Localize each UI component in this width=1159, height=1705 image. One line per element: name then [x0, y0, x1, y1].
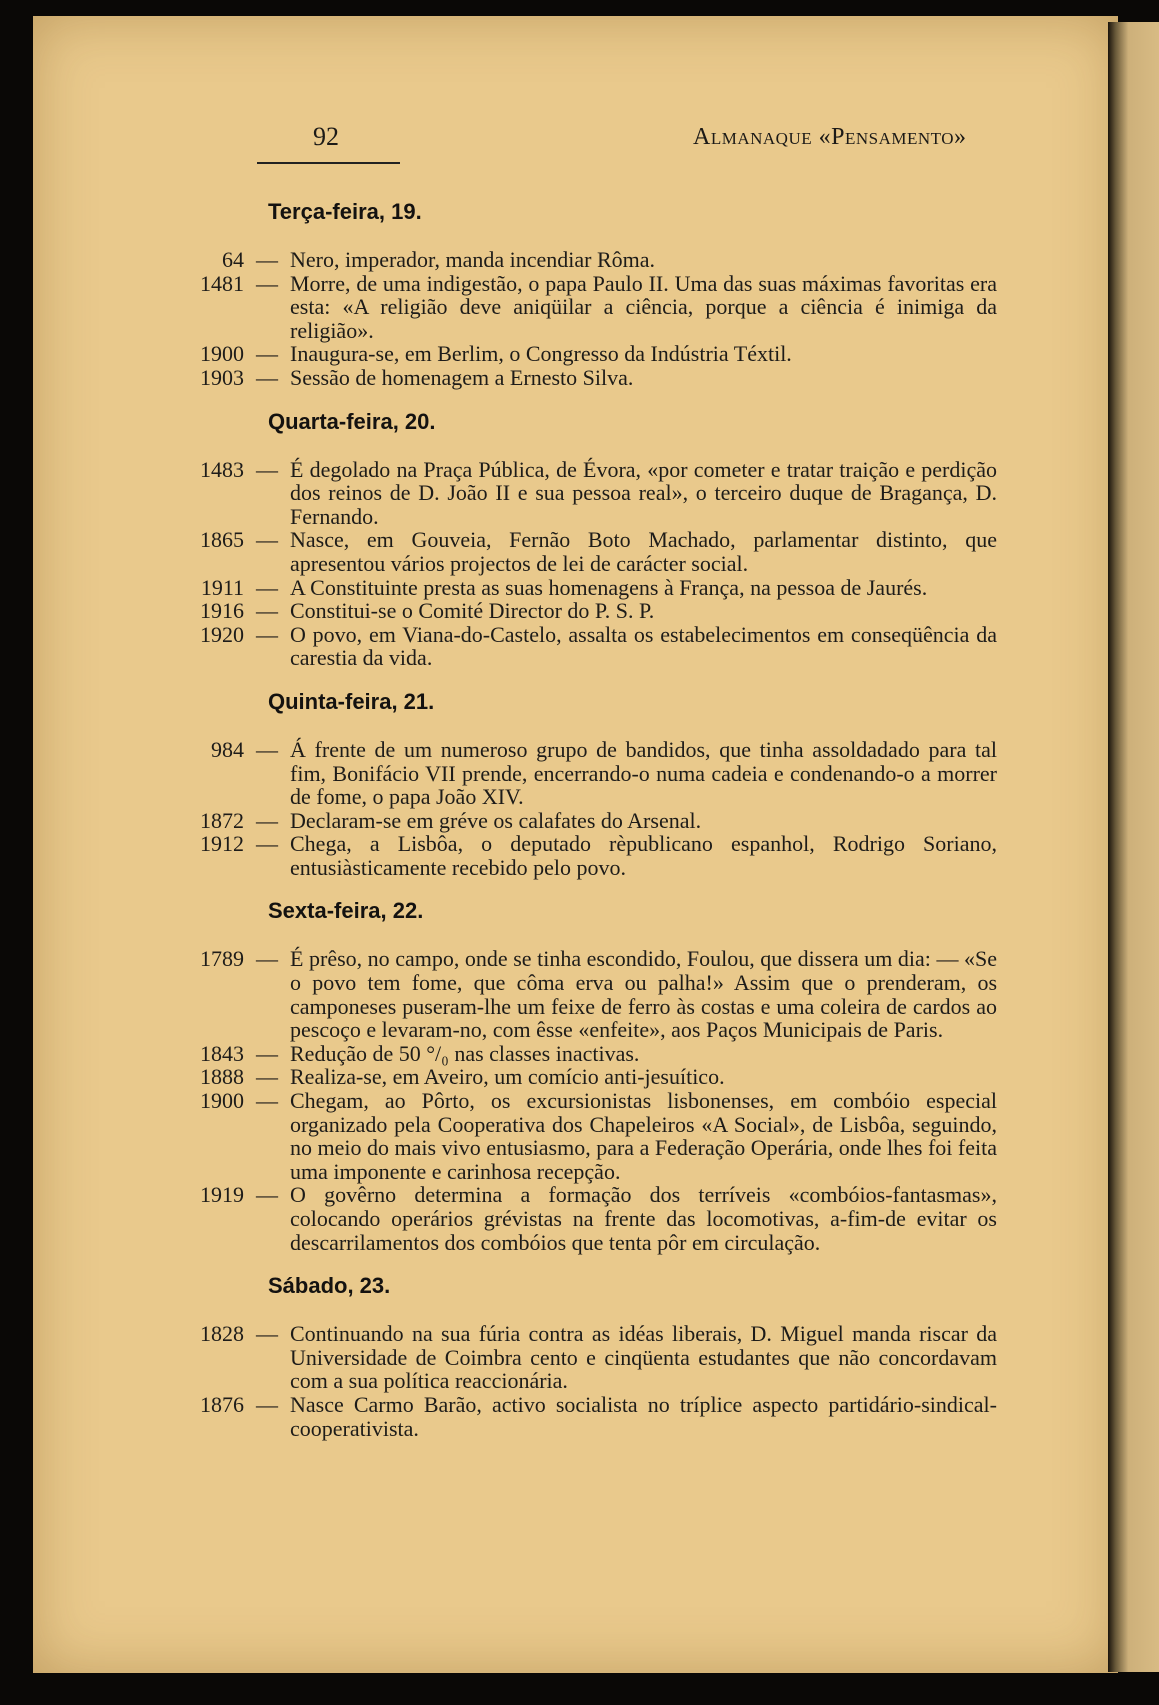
entry — [197, 342, 997, 366]
entry-year: 1876 — [200, 1391, 244, 1417]
em-dash: — — [256, 1064, 278, 1090]
entry-year: 1900 — [200, 1088, 244, 1114]
em-dash: — — [256, 247, 278, 272]
header-rule — [257, 162, 400, 164]
day-section — [197, 899, 997, 1254]
entry — [197, 809, 997, 833]
em-dash: — — [256, 736, 278, 762]
entry-text: Nero, imperador, manda incendiar Rôma. — [290, 247, 656, 272]
em-dash: — — [256, 831, 278, 857]
entry — [197, 576, 997, 600]
entry-text: Realiza-se, em Aveiro, um comício anti-jesuítico. — [290, 1064, 725, 1090]
day-heading: Sexta-feira, 22. — [268, 898, 424, 924]
entry — [197, 738, 997, 809]
entry-text: Chegam, ao Pôrto, os excursionistas lisbonenses, em combóio especial organizado pela Cooperativa dos Chapeleiros «A Social», de Lisbôa, seguindo, no meio do mais vivo entusiasmo, para a Federação Operária, onde lhes foi feita uma imponente e carinhosa recepção. — [290, 1088, 997, 1184]
em-dash: — — [256, 270, 278, 296]
em-dash: — — [256, 1321, 278, 1347]
entry-text: Morre, de uma indigestão, o papa Paulo II. Uma das suas máximas favoritas era esta: «A religião deve aniqüilar a ciência, porque a ciência é inimiga da religião». — [290, 270, 997, 343]
entry-text: Redução de 50 °/₀ nas classes inactivas. — [290, 1040, 640, 1066]
em-dash: — — [256, 1391, 278, 1417]
entry-text: Declaram-se em gréve os calafates do Arsenal. — [290, 807, 702, 833]
book-spine — [1108, 22, 1159, 1672]
entry — [197, 272, 997, 343]
entry — [197, 1089, 997, 1183]
entry — [197, 1065, 997, 1089]
entry — [197, 458, 997, 529]
entry — [197, 1183, 997, 1254]
day-section — [197, 200, 997, 390]
entry-year: 1919 — [200, 1182, 244, 1208]
entry-year: 1483 — [200, 456, 244, 482]
em-dash: — — [256, 621, 278, 647]
entry-text: Nasce, em Gouveia, Fernão Boto Machado, parlamentar distinto, que apresentou vários projectos de lei de carácter social. — [290, 527, 997, 576]
running-title: Almanaque «Pensamento» — [693, 124, 967, 150]
entry-text: Continuando na sua fúria contra as idéas liberais, D. Miguel manda riscar da Universidade de Coimbra cento e cinqüenta estudantes que não concordavam com a sua política reaccionária. — [290, 1321, 997, 1394]
entry-year: 1872 — [200, 807, 244, 833]
day-heading: Quinta-feira, 21. — [268, 688, 435, 714]
em-dash: — — [256, 527, 278, 553]
entry-year: 1900 — [200, 341, 244, 367]
day-section — [197, 690, 997, 880]
entry-text: Sessão de homenagem a Ernesto Silva. — [290, 364, 634, 390]
entry-year: 1916 — [200, 598, 244, 624]
entry-text: É degolado na Praça Pública, de Évora, «por cometer e tratar traição e perdição dos reinos de D. João II e sua pessoa real», o terceiro duque de Bragança, D. Fernando. — [290, 456, 997, 529]
em-dash: — — [256, 807, 278, 833]
entry-year: 1843 — [200, 1040, 244, 1066]
entry — [197, 599, 997, 623]
entry-text: É prêso, no campo, onde se tinha escondido, Foulou, que dissera um dia: — «Se o povo tem fome, que côma erva ou palha!» Assim que o prenderam, os camponeses puseram-lhe um feixe de ferro às costas e uma coleira de cardos ao pescoço e levaram-no, com êsse «enfeite», aos Paços Municipais de Paris. — [290, 946, 997, 1043]
almanac-content — [197, 200, 997, 1460]
entry-year: 1912 — [200, 831, 244, 857]
entry — [197, 528, 997, 575]
entry-year: 1865 — [200, 527, 244, 553]
entry — [197, 1322, 997, 1393]
entry — [197, 1393, 997, 1440]
day-heading: Quarta-feira, 20. — [268, 408, 436, 434]
entry-year: 1481 — [200, 270, 244, 296]
entry-text: Constitui-se o Comité Director do P. S. P. — [290, 598, 655, 624]
entry — [197, 366, 997, 390]
entry — [197, 623, 997, 670]
day-section — [197, 1274, 997, 1440]
entry-text: Inaugura-se, em Berlim, o Congresso da Indústria Téxtil. — [290, 341, 792, 367]
entry — [197, 1042, 997, 1066]
em-dash: — — [256, 364, 278, 390]
entry-text: Chega, a Lisbôa, o deputado rèpublicano espanhol, Rodrigo Soriano, entusiàsticamente recebido pelo povo. — [290, 831, 997, 880]
entry-year: 984 — [211, 736, 244, 762]
em-dash: — — [256, 456, 278, 482]
entry-year: 1920 — [200, 621, 244, 647]
em-dash: — — [256, 1040, 278, 1066]
entry-year: 1789 — [200, 946, 244, 972]
em-dash: — — [256, 1182, 278, 1208]
entry-year: 1828 — [200, 1321, 244, 1347]
em-dash: — — [256, 598, 278, 624]
day-heading: Sábado, 23. — [268, 1273, 391, 1299]
em-dash: — — [256, 341, 278, 367]
entry-year: 1903 — [200, 364, 244, 390]
entry-year: 64 — [222, 247, 244, 272]
entry-text: A Constituinte presta as suas homenagens à França, na pessoa de Jaurés. — [290, 574, 928, 600]
entry — [197, 947, 997, 1041]
entry-text: O govêrno determina a formação dos terríveis «combóios-fantasmas», colocando operários grévistas na frente das locomotivas, a-fim-de evitar os descarrilamentos dos combóios que tenta pôr em circulação. — [290, 1182, 997, 1255]
em-dash: — — [256, 1088, 278, 1114]
day-section — [197, 410, 997, 670]
day-heading: Terça-feira, 19. — [268, 199, 422, 224]
page-number: 92 — [313, 122, 339, 151]
entry-text: O povo, em Viana-do-Castelo, assalta os estabelecimentos em conseqüência da carestia da vida. — [290, 621, 997, 671]
entry — [197, 248, 997, 272]
entry-year: 1888 — [200, 1064, 244, 1090]
entry-text: Á frente de um numeroso grupo de bandidos, que tinha assoldadado para tal fim, Bonifácio VII prende, encerrando-o numa cadeia e condenando-o a morrer de fome, o papa João XIV. — [290, 736, 997, 810]
em-dash: — — [256, 574, 278, 600]
entry-year: 1911 — [200, 574, 244, 600]
em-dash: — — [256, 946, 278, 972]
entry-text: Nasce Carmo Barão, activo socialista no tríplice aspecto partidário-sindical-cooperativista. — [290, 1391, 997, 1441]
entry — [197, 832, 997, 879]
